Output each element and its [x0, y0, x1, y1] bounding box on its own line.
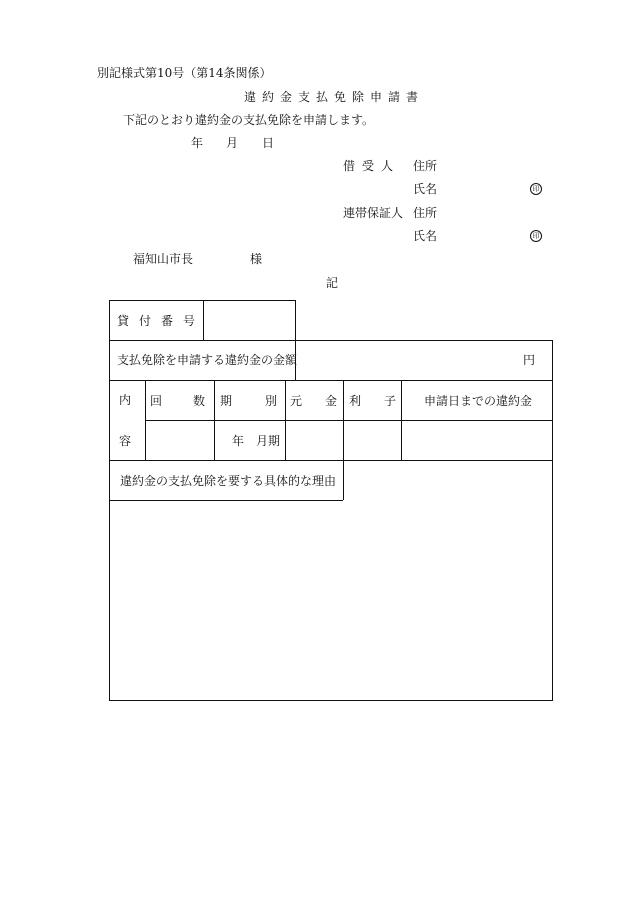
borrower-address-label: 住所 [413, 159, 438, 173]
reason-label: 違約金の支払免除を要する具体的な理由 [120, 474, 337, 488]
borrower-label: 借受人 [343, 159, 401, 173]
column-times: 回数 [150, 394, 237, 408]
interest-field[interactable] [344, 421, 401, 460]
date-year: 年 [191, 136, 204, 150]
guarantor-label: 連帯保証人 [343, 206, 404, 220]
column-interest: 利子 [349, 394, 420, 408]
times-field[interactable] [146, 421, 214, 460]
amount-label: 支払免除を申請する違約金の金額 [117, 353, 298, 367]
guarantor-seal-icon: 印 [530, 230, 542, 242]
principal-field[interactable] [286, 421, 343, 460]
guarantor-name-label: 氏名 [413, 229, 438, 243]
borrower-name-label: 氏名 [413, 182, 438, 196]
column-penalty: 申請日までの違約金 [424, 394, 533, 408]
date-month: 月 [226, 136, 239, 150]
penalty-field[interactable] [402, 421, 552, 460]
addressee-honorific: 様 [250, 252, 263, 266]
guarantor-address-label: 住所 [413, 206, 438, 220]
ki-heading: 記 [326, 276, 339, 290]
form-reference: 別記様式第10号（第14条関係） [97, 66, 272, 80]
date-day: 日 [262, 136, 275, 150]
loan-number-label: 貸付番号 [117, 314, 206, 328]
table-border [552, 340, 553, 700]
column-period: 期別 [220, 394, 311, 408]
table-border [214, 380, 215, 460]
table-border [109, 380, 553, 381]
amount-unit: 円 [523, 353, 536, 367]
period-value: 年 月期 [232, 434, 281, 448]
reason-field[interactable] [110, 501, 552, 700]
column-principal: 元金 [290, 394, 361, 408]
content-label-top: 内 [119, 393, 132, 407]
amount-field[interactable] [296, 341, 516, 380]
document-title: 違約金支払免除申請書 [244, 90, 425, 104]
table-border [109, 460, 553, 461]
borrower-seal-icon: 印 [530, 183, 542, 195]
loan-number-field[interactable] [204, 301, 295, 340]
content-label-bottom: 容 [119, 434, 132, 448]
intro-text: 下記のとおり違約金の支払免除を申請します。 [123, 113, 375, 127]
addressee-name: 福知山市長 [133, 252, 194, 266]
table-border [109, 700, 553, 701]
